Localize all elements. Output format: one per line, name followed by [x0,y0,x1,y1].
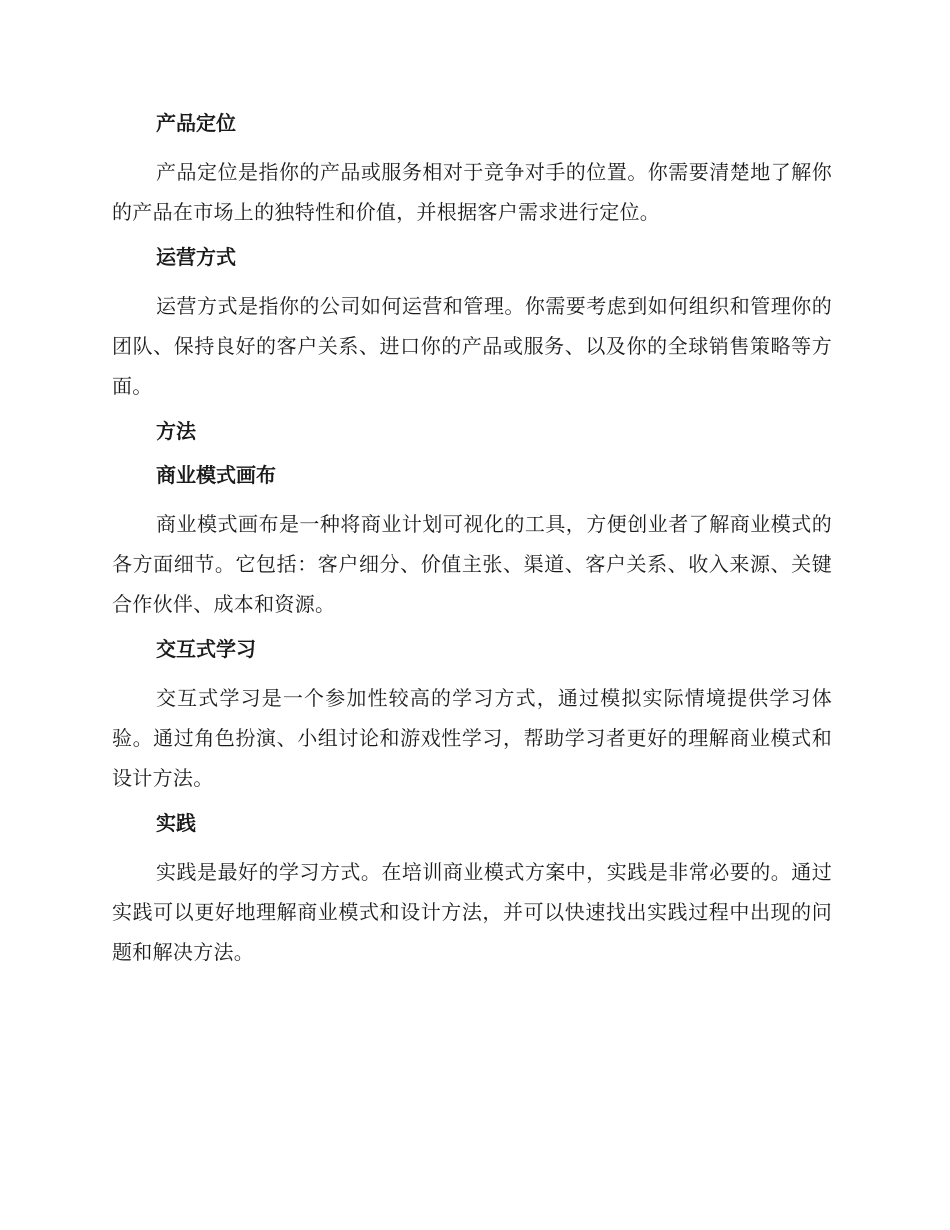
section-business-model-canvas [112,460,832,624]
section-heading: 商业模式画布 [156,463,276,487]
section-operation-mode [112,242,832,406]
section-paragraph: 交互式学习是一个参加性较高的学习方式，通过模拟实际情境提供学习体验。通过角色扮演、小组讨论和游戏性学习，帮助学习者更好的理解商业模式和设计方法。 [112,686,832,790]
section-product-positioning [112,108,832,232]
section-heading: 交互式学习 [156,637,256,661]
section-methods [112,416,832,446]
document-page [112,108,832,982]
section-paragraph: 实践是最好的学习方式。在培训商业模式方案中，实践是非常必要的。通过实践可以更好地理解商业模式和设计方法，并可以快速找出实践过程中出现的问题和解决方法。 [112,860,832,964]
section-paragraph: 产品定位是指你的产品或服务相对于竞争对手的位置。你需要清楚地了解你的产品在市场上的独特性和价值，并根据客户需求进行定位。 [112,160,832,224]
section-paragraph: 商业模式画布是一种将商业计划可视化的工具，方便创业者了解商业模式的各方面细节。它包括：客户细分、价值主张、渠道、客户关系、收入来源、关键合作伙伴、成本和资源。 [112,512,832,616]
section-interactive-learning [112,634,832,798]
section-heading: 运营方式 [156,245,236,269]
section-heading: 方法 [156,419,196,443]
section-heading: 产品定位 [156,111,236,135]
section-practice [112,808,832,972]
section-paragraph: 运营方式是指你的公司如何运营和管理。你需要考虑到如何组织和管理你的团队、保持良好的客户关系、进口你的产品或服务、以及你的全球销售策略等方面。 [112,294,832,398]
section-heading: 实践 [156,811,196,835]
